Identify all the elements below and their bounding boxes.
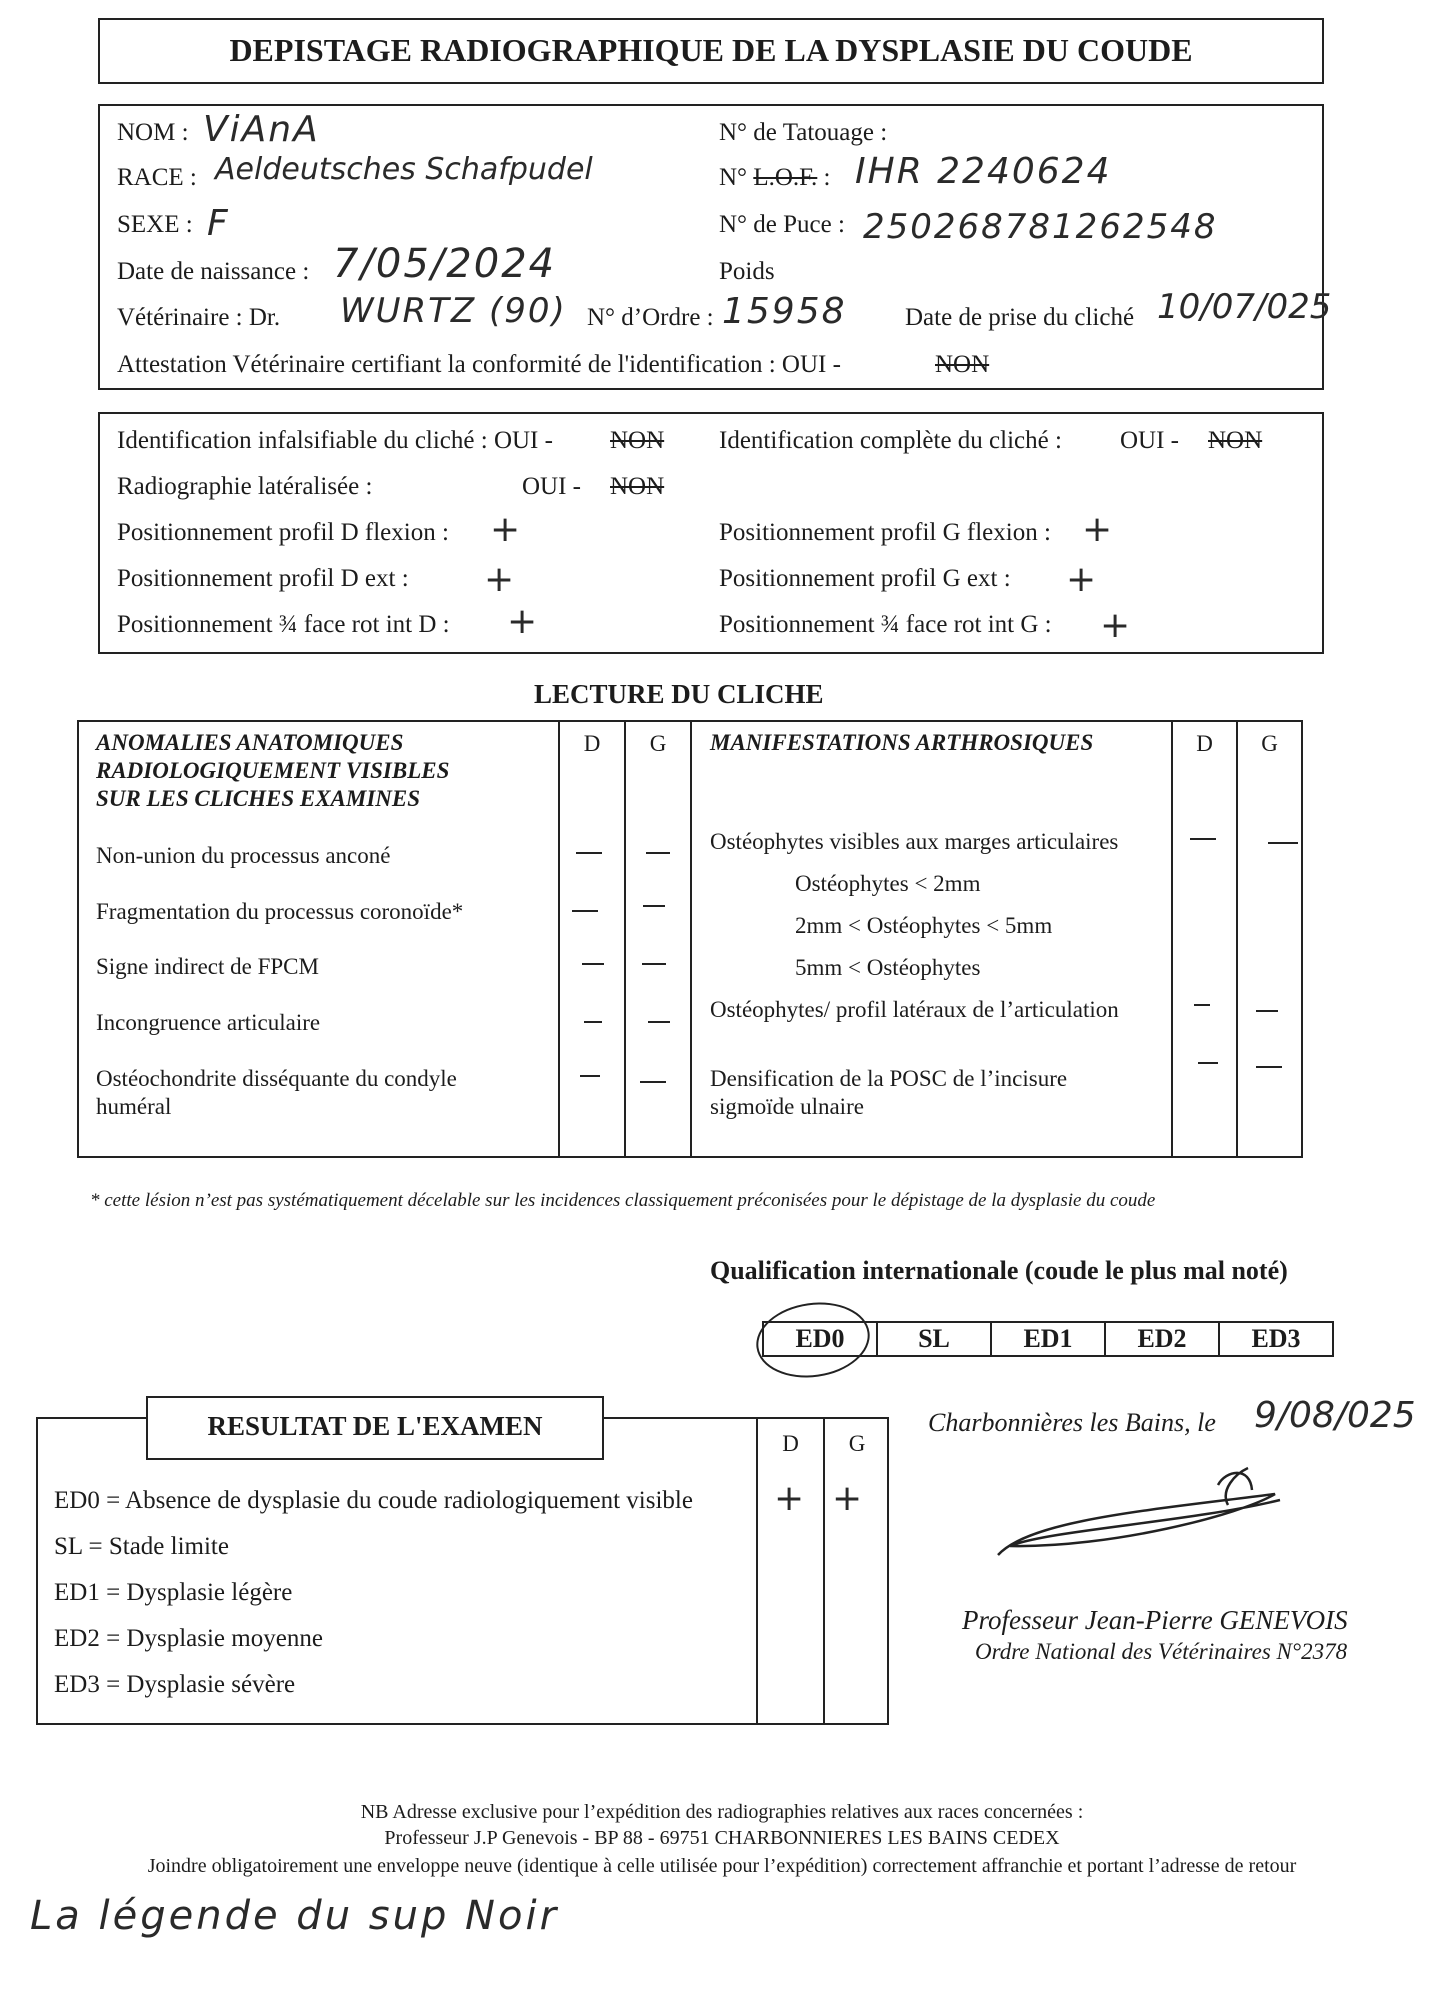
profil-g-flexion-label: Positionnement profil G flexion : [719,519,1051,546]
resultat-ed0-d-mark: + [774,1478,807,1519]
profil-d-ext-label: Positionnement profil D ext : [117,565,409,592]
resultat-ed1: ED1 = Dysplasie légère [54,1579,293,1606]
grade-ed2: ED2 [1104,1321,1220,1357]
lateralisee-non: NON [610,473,665,500]
signature-name: Professeur Jean-Pierre GENEVOIS [962,1605,1348,1635]
dash-densification-d [1198,1062,1218,1064]
lecture-divider-g-right [1236,720,1238,1158]
right-row-marges: Ostéophytes visibles aux marges articulaires [710,829,1119,854]
resultat-sl: SL = Stade limite [54,1533,229,1560]
infalsifiable-non: NON [610,427,665,454]
left-row-osteochondrite: Ostéochondrite disséquante du condyle [96,1066,457,1091]
attestation-label: Attestation Vétérinaire certifiant la conformité de l'identification : OUI - [117,351,841,378]
puce-value: 250268781262548 [863,207,1218,247]
right-col-d-header: D [1196,731,1213,756]
nom-label: NOM : [117,119,189,146]
lateralisee-label: Radiographie latéralisée : [117,473,373,500]
right-col-g-header: G [1261,731,1278,756]
dash-fpcm-d [582,963,604,965]
lof-label-suffix: : [817,164,831,191]
attestation-non: NON [935,351,990,378]
left-header-line-2: RADIOLOGIQUEMENT VISIBLES [96,758,450,783]
right-row-densification-2: sigmoïde ulnaire [710,1094,864,1119]
right-row-densification: Densification de la POSC de l’incisure [710,1066,1068,1091]
dash-marges-d [1190,838,1216,840]
resultat-col-d: D [782,1431,799,1456]
lecture-divider-center [690,720,692,1158]
right-row-gt-5mm: 5mm < Ostéophytes [795,955,981,980]
dash-osteochondrite-g [640,1081,666,1083]
resultat-divider-2 [823,1417,825,1725]
face-d-label: Positionnement ¾ face rot int D : [117,611,450,638]
signature-stroke [998,1468,1280,1555]
right-row-profil-lateraux: Ostéophytes/ profil latéraux de l’articulation [710,997,1119,1022]
date-cliche-value: 10/07/025 [1157,287,1332,327]
profil-d-flexion-mark: + [490,509,523,550]
footer-line-1: NB Adresse exclusive pour l’expédition des radiographies relatives aux races concernées : [360,1801,1084,1823]
profil-d-flexion-label: Positionnement profil D flexion : [117,519,449,546]
grade-ed3: ED3 [1218,1321,1334,1357]
left-row-incongruence: Incongruence articulaire [96,1010,321,1035]
lof-label [719,165,831,190]
profil-g-flexion-mark: + [1082,509,1115,550]
complete-label: Identification complète du cliché : [719,427,1062,454]
right-row-lt-2mm: Ostéophytes < 2mm [795,871,981,896]
footer-line-3: Joindre obligatoirement une enveloppe neuve (identique à celle utilisée pour l’expédition) correctement affranchie et portant l’adresse de retour [147,1855,1297,1877]
ordre-label: N° d’Ordre : [587,304,714,331]
left-col-g-header: G [649,731,667,756]
dash-incongruence-d [584,1021,602,1023]
dash-profil-lateraux-d [1194,1004,1210,1006]
signature-place: Charbonnières les Bains, le [928,1408,1216,1437]
left-header-line-1: ANOMALIES ANATOMIQUES [96,730,404,755]
sexe-value: F [207,203,230,244]
dash-fragmentation-d [572,910,598,912]
resultat-col-g: G [848,1431,866,1456]
right-row-2-5mm: 2mm < Ostéophytes < 5mm [795,913,1053,938]
veterinaire-value: WURTZ (90) [340,291,567,331]
grade-selected-circle [751,1295,874,1384]
profil-g-ext-mark: + [1066,559,1099,600]
dash-non-union-d [576,852,602,854]
lof-value: IHR 2240624 [855,151,1112,192]
left-col-d-header: D [583,731,601,756]
left-row-non-union: Non-union du processus anconé [96,843,391,868]
infalsifiable-label: Identification infalsifiable du cliché : OUI - [117,427,553,454]
date-cliche-label: Date de prise du cliché [905,304,1135,331]
race-value: Aeldeutsches Schafpudel [215,152,593,187]
profil-d-ext-mark: + [484,559,517,600]
grade-sl: SL [876,1321,992,1357]
complete-non: NON [1208,427,1263,454]
veterinaire-label: Vétérinaire : Dr. [117,304,281,331]
signature-date: 9/08/025 [1254,1395,1416,1436]
ordre-value: 15958 [722,291,847,332]
tatouage-label: N° de Tatouage : [719,119,888,146]
lecture-divider-d-left [558,720,560,1158]
qualification-title: Qualification internationale (coude le plus mal noté) [710,1256,1288,1285]
face-g-label: Positionnement ¾ face rot int G : [719,611,1052,638]
resultat-divider-1 [756,1417,758,1725]
profil-g-ext-label: Positionnement profil G ext : [719,565,1011,592]
resultat-ed0-g-mark: + [832,1478,865,1519]
dash-non-union-g [646,852,670,854]
dash-fragmentation-g [643,905,665,907]
left-row-signe-fpcm: Signe indirect de FPCM [96,954,319,979]
footnote: * cette lésion n’est pas systématiquement décelable sur les incidences classiquement préconisées pour le dépistage de la dysplasie du coude [90,1190,1156,1211]
complete-oui: OUI - [1120,427,1180,454]
dash-incongruence-g [648,1021,670,1023]
naissance-label: Date de naissance : [117,258,310,285]
page-title: DEPISTAGE RADIOGRAPHIQUE DE LA DYSPLASIE DU COUDE [229,32,1193,68]
nom-value: ViAnA [203,109,320,150]
face-g-mark: + [1100,605,1133,646]
poids-label: Poids [719,258,775,285]
lateralisee-oui: OUI - [522,473,582,500]
race-label: RACE : [117,164,197,191]
resultat-title: RESULTAT DE L'EXAMEN [207,1411,543,1441]
right-header: MANIFESTATIONS ARTHROSIQUES [710,730,1094,755]
left-row-fragmentation: Fragmentation du processus coronoïde* [96,899,464,924]
signature-ordre: Ordre National des Vétérinaires N°2378 [975,1639,1348,1664]
sexe-label: SEXE : [117,211,193,238]
lof-label-prefix: N° [719,164,754,191]
handwritten-note: La légende du sup Noir [30,1893,560,1939]
dash-fpcm-g [642,963,666,965]
dash-marges-g [1268,842,1298,844]
resultat-ed0: ED0 = Absence de dysplasie du coude radiologiquement visible [54,1487,693,1514]
footer-line-2: Professeur J.P Genevois - BP 88 - 69751 CHARBONNIERES LES BAINS CEDEX [384,1827,1060,1849]
resultat-ed3: ED3 = Dysplasie sévère [54,1671,296,1698]
dash-densification-g [1256,1066,1282,1068]
lecture-divider-g-left [624,720,626,1158]
face-d-mark: + [507,601,540,642]
signature-scribble [990,1460,1310,1570]
dash-profil-lateraux-g [1256,1010,1278,1012]
naissance-value: 7/05/2024 [333,241,557,287]
puce-label: N° de Puce : [719,211,845,238]
grade-ed1: ED1 [990,1321,1106,1357]
resultat-ed2: ED2 = Dysplasie moyenne [54,1625,323,1652]
lecture-divider-d-right [1171,720,1173,1158]
left-header-line-3: SUR LES CLICHES EXAMINES [96,786,421,811]
dash-osteochondrite-d [580,1075,600,1077]
lecture-heading: LECTURE DU CLICHE [534,679,824,709]
lof-label-struck: L.O.F. [753,164,818,191]
grade-ed0: ED0 [762,1321,878,1357]
left-row-osteochondrite-2: huméral [96,1094,172,1119]
